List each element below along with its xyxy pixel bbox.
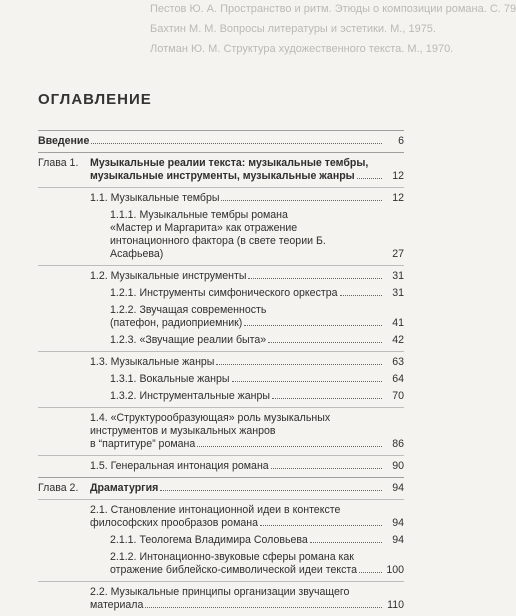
toc-entry — [38, 265, 404, 283]
page-number: 63 — [392, 356, 404, 368]
leader-dots — [357, 177, 382, 179]
leader-dots — [272, 397, 382, 399]
page-number: 41 — [392, 317, 404, 329]
page-number: 110 — [387, 599, 404, 611]
chapter-label: Глава 2. — [38, 482, 79, 494]
entry-text: 2.1.2. Интонационно-звуковые сферы романа как — [110, 551, 354, 563]
leader-dots — [340, 294, 382, 296]
leader-dots — [310, 541, 382, 543]
toc-entry — [38, 209, 404, 261]
entry-text: в “партитуре” романа — [90, 438, 196, 450]
entry-text: музыкальные инструменты, музыкальные жанры — [90, 170, 355, 182]
toc-entry — [38, 334, 404, 347]
leader-dots — [216, 363, 382, 365]
leader-dots — [248, 277, 382, 279]
chapter-label: Глава 1. — [38, 157, 79, 169]
toc-entry — [38, 390, 404, 403]
table-of-contents — [38, 130, 404, 616]
entry-text: интонационного фактора (в свете теории Б. Асафьева) — [110, 235, 326, 260]
toc-entry — [38, 373, 404, 386]
entry-text: «Мастер и Маргарита» как отражение — [110, 222, 298, 234]
toc-entry — [38, 152, 404, 183]
entry-text: (патефон, радиоприемник) — [110, 317, 243, 329]
toc-entry — [38, 304, 404, 330]
entry-text: 1.3. Музыкальные жанры — [90, 356, 215, 368]
entry-text: Введение — [38, 135, 90, 147]
entry-text: материала — [90, 599, 144, 611]
leader-dots — [145, 606, 382, 608]
entry-text: 1.3.1. Вокальные жанры — [110, 373, 230, 385]
toc-entry — [38, 455, 404, 473]
page-number: 100 — [386, 564, 404, 576]
entry-text: Драматургия — [90, 482, 159, 494]
entry-text: 1.1. Музыкальные тембры — [90, 192, 220, 204]
toc-entry — [38, 130, 404, 148]
page-number: 94 — [392, 482, 404, 494]
page-number: 12 — [392, 170, 404, 182]
page-number: 64 — [392, 373, 404, 385]
entry-text: 1.4. «Структурообразующая» роль музыкальных — [90, 412, 331, 424]
entry-text: 1.2.3. «Звучащие реалии быта» — [110, 334, 267, 346]
page-number: 31 — [392, 270, 404, 282]
toc-entry — [38, 499, 404, 530]
entry-text: философских прообразов романа — [90, 517, 258, 529]
entry-text: отражение библейско-символической идеи текста — [110, 564, 358, 576]
leader-dots — [260, 524, 382, 526]
toc-entry — [38, 407, 404, 451]
ghost-line: Пестов Ю. А. Пространство и ритм. Этюды о композиции романа. С. 79 — [150, 3, 516, 15]
entry-text: 1.2.2. Звучащая современность — [110, 304, 267, 316]
entry-text: 1.2. Музыкальные инструменты — [90, 270, 247, 282]
entry-text: Музыкальные реалии текста: музыкальные тембры, — [90, 157, 369, 169]
ghost-line: Бахтин М. М. Вопросы литературы и эстетики. М., 1975. — [150, 23, 436, 35]
ghost-line: Лотман Ю. М. Структура художественного текста. М., 1970. — [150, 43, 454, 55]
page-number: 86 — [392, 438, 404, 450]
toc-entry — [38, 551, 404, 577]
page-number: 94 — [392, 534, 404, 546]
leader-dots — [91, 142, 382, 144]
page-number: 42 — [392, 334, 404, 346]
leader-dots — [359, 571, 382, 573]
entry-text: 1.1.1. Музыкальные тембры романа — [110, 209, 288, 221]
page-number: 12 — [392, 192, 404, 204]
toc-entry — [38, 287, 404, 300]
bleed-through-text — [0, 0, 516, 80]
entry-text: 2.1.1. Теологема Владимира Соловьева — [110, 534, 308, 546]
leader-dots — [160, 489, 382, 491]
leader-dots — [232, 380, 382, 382]
toc-entry — [38, 477, 404, 495]
leader-dots — [221, 199, 382, 201]
leader-dots — [271, 467, 382, 469]
page-number: 94 — [392, 517, 404, 529]
toc-entry — [38, 534, 404, 547]
entry-text: 1.5. Генеральная интонация романа — [90, 460, 269, 472]
page-number: 31 — [392, 287, 404, 299]
toc-entry — [38, 581, 404, 612]
entry-text: инструментов и музыкальных жанров — [90, 425, 276, 437]
leader-dots — [244, 324, 382, 326]
entry-text: 2.1. Становление интонационной идеи в контексте — [90, 504, 341, 516]
page-number: 27 — [392, 248, 404, 260]
entry-text: 2.2. Музыкальные принципы организации звучащего — [90, 586, 350, 598]
toc-heading: ОГЛАВЛЕНИЕ — [38, 91, 152, 108]
toc-entry — [38, 187, 404, 205]
toc-entry — [38, 351, 404, 369]
entry-text: 1.3.2. Инструментальные жанры — [110, 390, 270, 402]
page-number: 70 — [392, 390, 404, 402]
leader-dots — [268, 341, 382, 343]
page-number: 6 — [398, 135, 404, 147]
entry-text: 1.2.1. Инструменты симфонического оркестра — [110, 287, 338, 299]
page-number: 90 — [392, 460, 404, 472]
leader-dots — [197, 445, 382, 447]
